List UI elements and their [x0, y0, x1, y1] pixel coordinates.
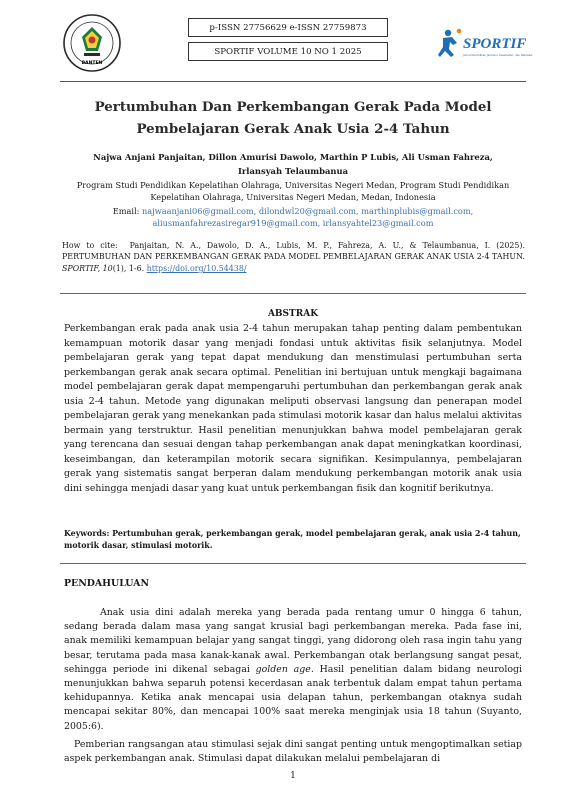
volume-text: SPORTIF VOLUME 10 NO 1 2025	[188, 42, 388, 61]
affiliation-line-1: Program Studi Pendidikan Kepelatihan Olahraga, Universitas Negeri Medan, Program Studi Pendidikan	[76, 180, 510, 190]
doi-link[interactable]: https://doi.org/10.54438/	[146, 263, 247, 273]
email-link-line-2[interactable]: aliusmanfahrezasiregar919@gmail.com, irlansyahtel23@gmail.com	[152, 218, 434, 229]
email-label: Email:	[112, 206, 140, 216]
page-number: 1	[290, 771, 296, 781]
section-divider	[60, 293, 526, 294]
sportif-logo-tagline: Jurnal Pendidikan Jasmani, Kesehatan, dan Rekreasi	[463, 53, 533, 57]
abstract-text: Perkembangan erak pada anak usia 2-4 tahun merupakan tahap penting dalam pembentukan kemampuan motorik dasar yang menjadi fondasi untuk aktivitas fisik selanjutnya. Model pembelajaran gerak yang tepat dapat mendukung dan menstimulasi pertumbuhan serta perkembangan gerak anak secara optimal. Penelitian ini bertujuan untuk mengkaji bagaimana model pembelajaran gerak dapat mempengaruhi pertumbuhan dan perkembangan gerak anak usia 2-4 tahun. Metode yang digunakan meliputi observasi langsung dan penerapan model pembelajaran gerak yang menekankan pada stimulasi motorik kasar dan halus melalui aktivitas bermain yang terstruktur. Hasil penelitian menunjukkan bahwa model pembelajaran gerak yang terencana dan sesuai dengan tahap perkembangan anak dapat meningkatkan koordinasi, keseimbangan, dan keterampilan motorik secara signifikan. Kesimpulannya, pembelajaran gerak yang sistematis sangat berperan dalam mendukung perkembangan motorik anak usia dini sehingga menjadi dasar yang kuat untuk perkembangan fisik dan kognitif berikutnya.	[64, 323, 522, 494]
authors-line-1: Najwa Anjani Panjaitan, Dillon Amurisi Dawolo, Marthin P Lubis, Ali Usman Fahreza,	[93, 152, 493, 162]
header-divider	[60, 81, 526, 82]
body-emphasis: golden age	[255, 663, 311, 675]
cite-journal: SPORTIF,	[62, 263, 101, 273]
sportif-logo	[437, 25, 539, 65]
authors-line-2: Irlansyah Telaumbanua	[237, 166, 349, 176]
body-paragraph	[64, 606, 522, 734]
email-link-line-1[interactable]: najwaanjani06@gmail.com, dilondwl20@gmail.com, marthinplubis@gmail.com,	[142, 206, 474, 216]
body-text: Anak usia dini adalah mereka yang berada pada rentang umur 0 hingga 6 tahun, sedang berada dalam masa yang sangat krusial bagi perkembangan mereka. Pada fase ini, anak memiliki kemampuan belajar yang sangat tinggi, yang didorong oleh rasa ingin tahu yang besar, terutama pada masa kanak-kanak awal. Perkembangan otak berlangsung sangat pesat, sehingga periode ini dikenal sebagai	[64, 607, 522, 675]
cite-text: Panjaitan, N. A., Dawolo, D. A., Lubis, M. P., Fahreza, A. U., & Telaumbanua, I. (2025). PERTUMBUHAN DAN PERKEMBANGAN GERAK PADA MODEL PEMBELAJARAN GERAK ANAK USIA 2-4 TAHUN.	[62, 241, 525, 262]
body-paragraph: Pemberian rangsangan atau stimulasi sejak dini sangat penting untuk mengoptimalkan setiap aspek perkembangan anak. Stimulasi dapat dilakukan melalui pembelajaran di	[64, 739, 522, 765]
author-list	[60, 150, 526, 178]
abstract-heading: ABSTRAK	[267, 309, 319, 319]
how-to-cite	[62, 240, 525, 274]
issn-text: p-ISSN 27756629 e-ISSN 27759873	[188, 18, 388, 37]
email-block	[60, 205, 526, 230]
cite-pages: (1), 1-6.	[112, 263, 145, 273]
affiliation-line-2: Kepelatihan Olahraga, Universitas Negeri Medan, Medan, Indonesia	[150, 192, 436, 203]
section-heading: PENDAHULUAN	[64, 578, 150, 589]
university-seal-logo	[62, 13, 122, 73]
body-text: . Hasil penelitian dalam bidang neurologi menunjukkan bahwa separuh potensi kecerdasan anak terbentuk dalam empat tahun pertama kehidupannya. Ketika anak mencapai usia delapan tahun, perkembangan otaknya sudah mencapai sekitar 80%, dan mencapai 100% saat mereka menginjak usia 18 tahun (Suyanto, 2005:6).	[64, 663, 522, 732]
cite-volume: 10	[102, 263, 113, 273]
sportif-logo-text: SPORTIF	[463, 36, 527, 52]
title-line-1: Pertumbuhan Dan Perkembangan Gerak Pada Model	[94, 99, 492, 115]
issn-box	[188, 18, 388, 63]
affiliation	[60, 179, 526, 204]
seal-text: BANTEN	[81, 61, 103, 66]
paper-title	[60, 96, 526, 140]
section-divider	[60, 563, 526, 564]
keywords: Keywords: Pertumbuhan gerak, perkembangan gerak, model pembelajaran gerak, anak usia 2-4 tahun, motorik dasar, stimulasi motorik.	[64, 529, 521, 550]
cite-label: How to cite:	[62, 241, 118, 250]
title-line-2: Pembelajaran Gerak Anak Usia 2-4 Tahun	[136, 121, 450, 137]
